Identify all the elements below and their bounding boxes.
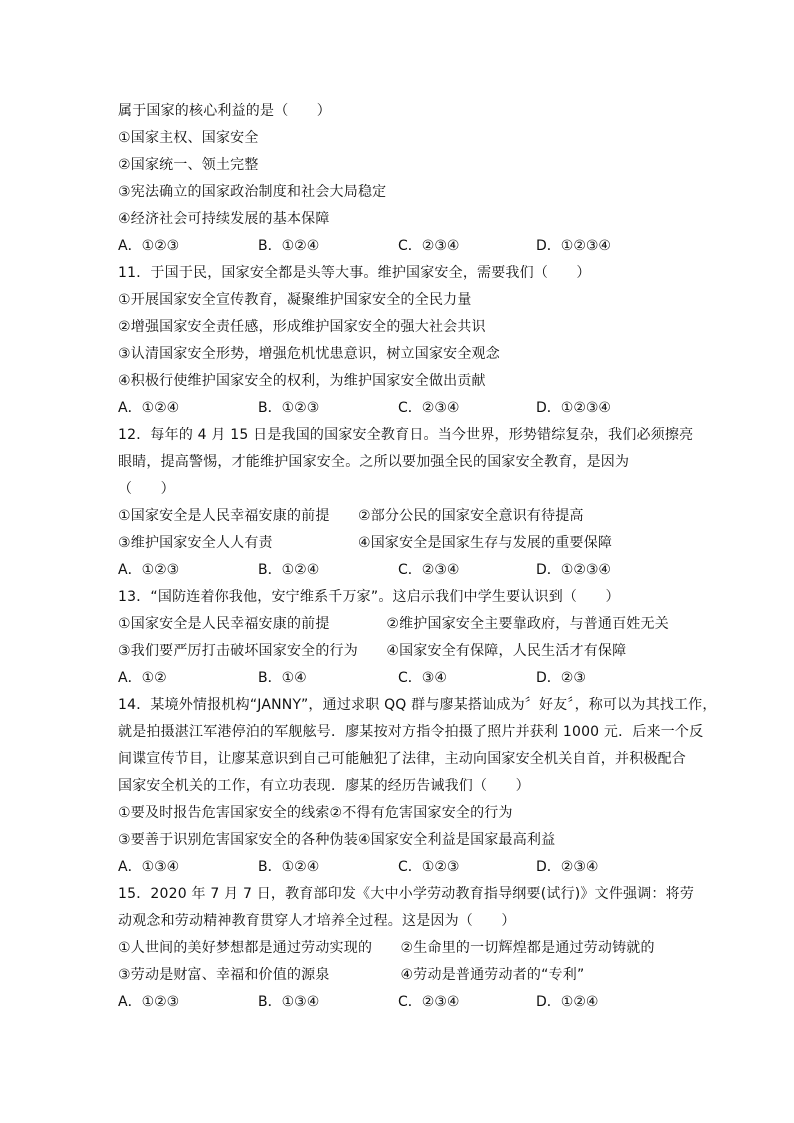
choice-item: ①人世间的美好梦想都是通过劳动实现的 ②生命里的一切辉煌都是通过劳动铸就的 (118, 940, 655, 956)
option-b: B．①②③ (258, 400, 320, 416)
choice-item: ③要善于识别危害国家安全的各种伪装④国家安全利益是国家最高利益 (118, 832, 556, 848)
option-c: C．②③④ (398, 562, 460, 578)
option-b: B．①②④ (258, 562, 320, 578)
option-a: A．①②③ (118, 994, 180, 1010)
choice-item: ①要及时报告危害国家安全的线索②不得有危害国家安全的行为 (118, 805, 513, 821)
question-14-stem: 国家安全机关的工作，有立功表现．廖某的经历告诫我们（ ） (118, 778, 530, 794)
option-d: D．①②③④ (536, 400, 611, 416)
question-11-stem: 11．于国于民，国家安全都是头等大事。维护国家安全，需要我们（ ） (118, 265, 591, 281)
question-12-stem: （ ） (118, 481, 175, 497)
option-a: A．①② (118, 670, 167, 686)
choice-item: ②增强国家安全责任感，形成维护国家安全的强大社会共识 (118, 319, 486, 335)
choice-item: ③我们要严厉打击破坏国家安全的行为 ④国家安全有保障，人民生活才有保障 (118, 643, 627, 659)
option-c: C．②③④ (398, 238, 460, 254)
question-stem: 属于国家的核心利益的是（ ） (118, 103, 331, 119)
option-d: D．②③④ (536, 859, 599, 875)
question-14-stem: 14．某境外情报机构“JANNY”，通过求职 QQ 群与廖某搭讪成为〞好友〞，称可以为其找工作， (118, 697, 717, 713)
option-a: A．①②③ (118, 562, 180, 578)
choice-item: ④经济社会可持续发展的基本保障 (118, 211, 330, 227)
question-12-stem: 12．每年的 4 月 15 日是我国的国家安全教育日。当今世界，形势错综复杂，我们必须擦亮 (118, 427, 694, 443)
option-d: D．①②③④ (536, 562, 611, 578)
question-15-stem: 动观念和劳动精神教育贯穿人才培养全过程。这是因为（ ） (118, 913, 516, 929)
option-c: C．②③④ (398, 994, 460, 1010)
option-d: D．②③ (536, 670, 586, 686)
option-b: B．①④ (258, 670, 307, 686)
option-a: A．①②③ (118, 238, 180, 254)
option-d: D．①②③④ (536, 238, 611, 254)
choice-item: ①国家安全是人民幸福安康的前提 ②维护国家安全主要靠政府，与普通百姓无关 (118, 616, 669, 632)
choice-item: ①开展国家安全宣传教育，凝聚维护国家安全的全民力量 (118, 292, 472, 308)
question-15-stem: 15．2020 年 7 月 7 日，教育部印发《大中小学劳动教育指导纲要(试行)》文件强调：将劳 (118, 886, 695, 902)
option-b: B．①③④ (258, 994, 320, 1010)
choice-item: ①国家主权、国家安全 (118, 130, 259, 146)
option-b: B．①②④ (258, 859, 320, 875)
choice-item: ④积极行使维护国家安全的权利，为维护国家安全做出贡献 (118, 373, 486, 389)
option-c: C．②③④ (398, 400, 460, 416)
option-a: A．①②④ (118, 400, 180, 416)
option-a: A．①③④ (118, 859, 180, 875)
question-14-stem: 间谍宣传节目，让廖某意识到自己可能触犯了法律，主动向国家安全机关自首，并积极配合 (118, 751, 686, 767)
choice-item: ③劳动是财富、幸福和价值的源泉 ④劳动是普通劳动者的“专利” (118, 967, 585, 983)
option-b: B．①②④ (258, 238, 320, 254)
option-d: D．①②④ (536, 994, 599, 1010)
option-c: C．③④ (398, 670, 447, 686)
question-14-stem: 就是拍摄湛江军港停泊的军舰舷号．廖某按对方指令拍摄了照片并获利 1000 元．后来一个反 (118, 724, 704, 740)
choice-item: ③维护国家安全人人有责 ④国家安全是国家生存与发展的重要保障 (118, 535, 613, 551)
question-13-stem: 13．“国防连着你我他，安宁维系千万家”。这启示我们中学生要认识到（ ） (118, 589, 620, 605)
choice-item: ②国家统一、领土完整 (118, 157, 259, 173)
choice-item: ①国家安全是人民幸福安康的前提 ②部分公民的国家安全意识有待提高 (118, 508, 584, 524)
option-c: C．①②③ (398, 859, 460, 875)
question-12-stem: 眼睛，提高警惕，才能维护国家安全。之所以要加强全民的国家安全教育，是因为 (118, 454, 630, 470)
choice-item: ③认清国家安全形势，增强危机忧患意识，树立国家安全观念 (118, 346, 500, 362)
choice-item: ③宪法确立的国家政治制度和社会大局稳定 (118, 184, 387, 200)
